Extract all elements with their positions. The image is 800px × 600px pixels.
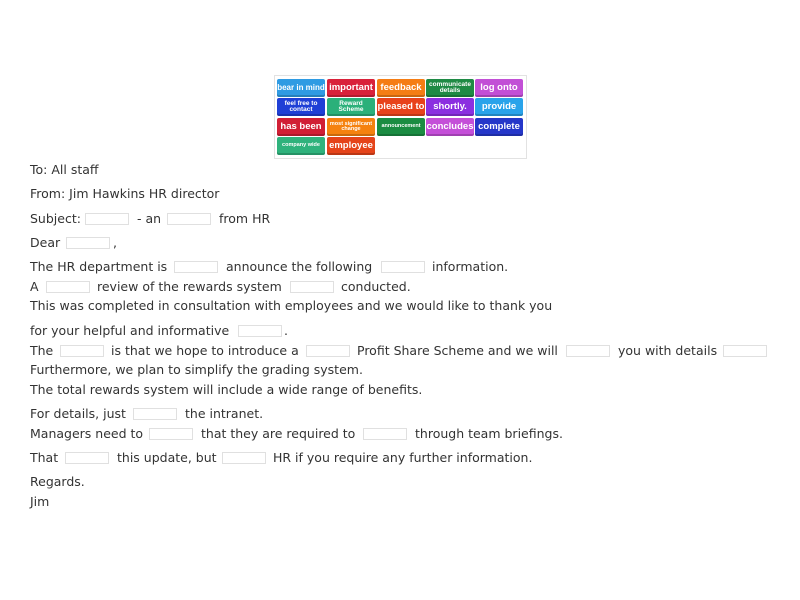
tile-employee[interactable]: employee	[327, 137, 375, 155]
line-2-b: review of the rewards system	[97, 278, 282, 294]
subject-mid	[137, 209, 161, 227]
dear-comma	[113, 233, 117, 251]
gap-8[interactable]	[238, 325, 282, 337]
tile-concludes[interactable]: concludes	[426, 118, 474, 136]
line-5-end	[618, 341, 717, 359]
line-5-mid	[111, 341, 299, 359]
dear-text: Dear	[30, 234, 61, 250]
to-text: To: All staff	[30, 161, 99, 177]
gap-7[interactable]	[290, 281, 334, 293]
tile-bear-in-mind[interactable]: bear in mind	[277, 79, 325, 97]
line-2-mid	[97, 277, 282, 295]
tile-provide[interactable]: provide	[475, 98, 523, 116]
line-10-end	[273, 448, 532, 466]
dear-line	[30, 233, 60, 251]
line-7-text: The total rewards system will include a wide range of benefits.	[30, 381, 423, 397]
subject-text-c: from HR	[219, 210, 271, 226]
tile-reward-scheme[interactable]: Reward Scheme	[327, 98, 375, 116]
tile-feel-free-to-contact[interactable]: feel free to contact	[277, 98, 325, 116]
gap-14[interactable]	[149, 428, 193, 440]
tile-shortly[interactable]: shortly.	[426, 98, 474, 116]
to-line	[30, 160, 99, 178]
line-8-b: the intranet.	[185, 405, 264, 421]
line-9-b: that they are required to	[201, 425, 356, 441]
line-1-a: The HR department is	[30, 258, 168, 274]
line-1	[30, 257, 167, 275]
tile-most-significant-change[interactable]: most significant change	[327, 118, 375, 136]
line-9	[30, 424, 143, 442]
gap-4[interactable]	[174, 261, 218, 273]
gap-1[interactable]	[85, 213, 129, 225]
gap-3[interactable]	[66, 237, 110, 249]
tile-pleased-to[interactable]: pleased to	[377, 98, 425, 116]
line-6-text: Furthermore, we plan to simplify the grading system.	[30, 361, 363, 377]
gap-6[interactable]	[46, 281, 90, 293]
regards-line	[30, 472, 85, 490]
line-10-mid	[117, 448, 217, 466]
line-3	[30, 296, 552, 314]
gap-16[interactable]	[65, 452, 109, 464]
gap-17[interactable]	[222, 452, 266, 464]
line-8-a: For details, just	[30, 405, 126, 421]
line-2-c: conducted.	[341, 278, 411, 294]
tile-company-wide[interactable]: company wide	[277, 137, 325, 155]
subject-line	[30, 209, 81, 227]
from-line	[30, 184, 219, 202]
line-1-c: information.	[432, 258, 509, 274]
line-7	[30, 380, 422, 398]
gap-2[interactable]	[167, 213, 211, 225]
gap-5[interactable]	[381, 261, 425, 273]
line-5-d: you with details	[618, 342, 718, 358]
line-5-b: is that we hope to introduce a	[111, 342, 299, 358]
line-4-a: for your helpful and informative	[30, 322, 230, 338]
from-text: From: Jim Hawkins HR director	[30, 185, 220, 201]
tile-announcement[interactable]: announcement	[377, 118, 425, 136]
gap-9[interactable]	[60, 345, 104, 357]
line-5-mid2	[357, 341, 558, 359]
tile-important[interactable]: important	[327, 79, 375, 97]
gap-13[interactable]	[133, 408, 177, 420]
line-2-end	[341, 277, 411, 295]
line-8-end	[185, 404, 263, 422]
line-5	[30, 341, 53, 359]
gap-10[interactable]	[306, 345, 350, 357]
line-10-a: That	[30, 449, 59, 465]
line-3-text: This was completed in consultation with employees and we would like to thank you	[30, 297, 553, 313]
line-2	[30, 277, 39, 295]
line-1-b: announce the following	[226, 258, 373, 274]
line-5-a: The	[30, 342, 54, 358]
gap-11[interactable]	[566, 345, 610, 357]
signature-line	[30, 492, 49, 510]
dear-comma-text: ,	[113, 234, 117, 250]
subject-text-b: - an	[137, 210, 162, 226]
tile-feedback[interactable]: feedback	[377, 79, 425, 97]
tile-has-been[interactable]: has been	[277, 118, 325, 136]
line-10	[30, 448, 58, 466]
line-10-b: this update, but	[117, 449, 217, 465]
line-4-b: .	[284, 322, 288, 338]
subject-end	[219, 209, 270, 227]
line-9-end	[415, 424, 563, 442]
line-6	[30, 360, 363, 378]
line-2-a: A	[30, 278, 39, 294]
signature-text: Jim	[30, 493, 50, 509]
line-5-c: Profit Share Scheme and we will	[357, 342, 558, 358]
line-1-end	[432, 257, 508, 275]
gap-15[interactable]	[363, 428, 407, 440]
tile-complete[interactable]: complete	[475, 118, 523, 136]
subject-label: Subject:	[30, 210, 81, 226]
line-9-mid	[201, 424, 355, 442]
regards-text: Regards.	[30, 473, 85, 489]
gap-12[interactable]	[723, 345, 767, 357]
line-1-mid	[226, 257, 372, 275]
line-9-c: through team briefings.	[415, 425, 563, 441]
tile-log-onto[interactable]: log onto	[475, 79, 523, 97]
line-8	[30, 404, 126, 422]
line-4-end	[284, 321, 288, 339]
line-9-a: Managers need to	[30, 425, 144, 441]
line-10-c: HR if you require any further information.	[273, 449, 533, 465]
line-4	[30, 321, 229, 339]
tile-communicate-details[interactable]: communicate details	[426, 79, 474, 97]
word-bank	[274, 75, 527, 159]
